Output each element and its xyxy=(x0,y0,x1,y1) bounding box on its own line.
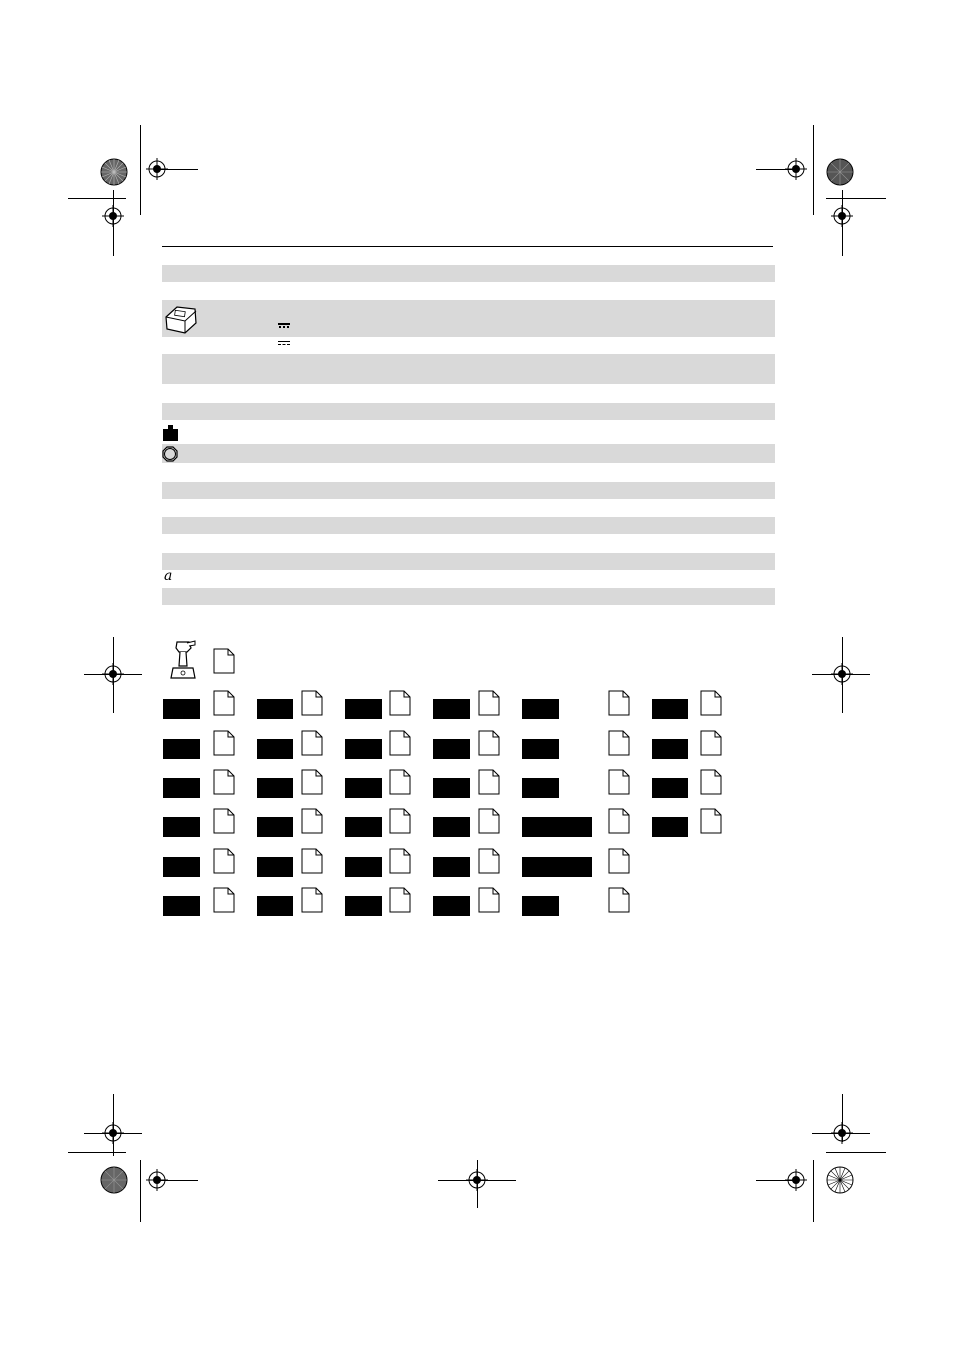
page-ref-icon xyxy=(478,887,500,913)
accessory-label xyxy=(345,857,382,877)
dc-symbol xyxy=(278,322,290,329)
table-row xyxy=(162,588,775,605)
accessory-label xyxy=(257,739,293,759)
accessory-label xyxy=(163,699,200,719)
table-row xyxy=(162,553,775,570)
italic-label: a xyxy=(164,568,173,584)
page-ref-icon xyxy=(478,848,500,874)
page-ref-icon xyxy=(213,848,235,874)
accessory-label xyxy=(522,739,559,759)
page-ref-icon xyxy=(213,769,235,795)
accessory-label xyxy=(652,817,688,837)
page-ref-icon xyxy=(213,808,235,834)
accessory-label xyxy=(522,857,592,877)
table-row xyxy=(162,444,775,463)
page-ref-icon xyxy=(700,730,722,756)
page-ref-icon xyxy=(608,887,630,913)
color-wheel-icon xyxy=(100,158,128,186)
page-ref-icon xyxy=(389,690,411,716)
page-ref-icon xyxy=(301,848,323,874)
page-ref-icon xyxy=(389,808,411,834)
page-ref-icon xyxy=(700,690,722,716)
accessory-label xyxy=(163,739,200,759)
accessory-label xyxy=(522,817,592,837)
page-ref-icon xyxy=(213,730,235,756)
accessory-label xyxy=(433,817,470,837)
table-row xyxy=(162,265,775,282)
page-ref-icon xyxy=(478,690,500,716)
accessory-label xyxy=(433,857,470,877)
page-ref-icon xyxy=(301,690,323,716)
page-ref-icon xyxy=(478,769,500,795)
accessory-label xyxy=(163,778,200,798)
accessory-label xyxy=(433,778,470,798)
accessory-label xyxy=(345,896,382,916)
accessory-label xyxy=(257,857,293,877)
accessory-label xyxy=(345,817,382,837)
page-ref-icon xyxy=(301,730,323,756)
table-row xyxy=(162,354,775,384)
accessory-label xyxy=(257,699,293,719)
accessory-label xyxy=(163,896,200,916)
page-ref-icon xyxy=(301,887,323,913)
table-row xyxy=(162,482,775,499)
table-row xyxy=(162,517,775,534)
page-ref-icon xyxy=(301,769,323,795)
accessory-label xyxy=(433,699,470,719)
accessory-label xyxy=(433,896,470,916)
page-ref-icon xyxy=(213,887,235,913)
protection-class-icon xyxy=(162,446,178,462)
page-ref-icon xyxy=(389,887,411,913)
accessory-label xyxy=(652,739,688,759)
page-ref-icon xyxy=(301,808,323,834)
accessory-label xyxy=(163,817,200,837)
charger-icon xyxy=(163,303,199,335)
accessory-label xyxy=(522,896,559,916)
accessory-label xyxy=(257,778,293,798)
accessory-label xyxy=(652,778,688,798)
table-row xyxy=(162,300,775,337)
accessory-label xyxy=(345,699,382,719)
header-rule xyxy=(162,246,773,247)
accessory-label xyxy=(522,699,559,719)
page-ref-icon xyxy=(213,648,235,674)
weight-icon xyxy=(163,425,178,441)
accessory-label xyxy=(257,896,293,916)
accessory-label xyxy=(652,699,688,719)
accessory-label xyxy=(433,739,470,759)
page-ref-icon xyxy=(700,808,722,834)
page-ref-icon xyxy=(608,808,630,834)
page-ref-icon xyxy=(389,848,411,874)
color-wheel-icon xyxy=(100,1166,128,1194)
table-row xyxy=(162,403,775,420)
page-ref-icon xyxy=(389,769,411,795)
cordless-drill-icon xyxy=(167,640,199,682)
page-ref-icon xyxy=(608,769,630,795)
color-wheel-icon xyxy=(826,1166,854,1194)
accessory-label xyxy=(345,778,382,798)
dc-symbol xyxy=(278,340,290,347)
accessory-label xyxy=(163,857,200,877)
page-ref-icon xyxy=(608,730,630,756)
color-wheel-icon xyxy=(826,158,854,186)
page-ref-icon xyxy=(608,690,630,716)
page-ref-icon xyxy=(478,808,500,834)
page-ref-icon xyxy=(213,690,235,716)
accessory-label xyxy=(522,778,559,798)
page-ref-icon xyxy=(700,769,722,795)
page-ref-icon xyxy=(389,730,411,756)
accessory-label xyxy=(345,739,382,759)
accessory-label xyxy=(257,817,293,837)
page-ref-icon xyxy=(608,848,630,874)
page-ref-icon xyxy=(478,730,500,756)
